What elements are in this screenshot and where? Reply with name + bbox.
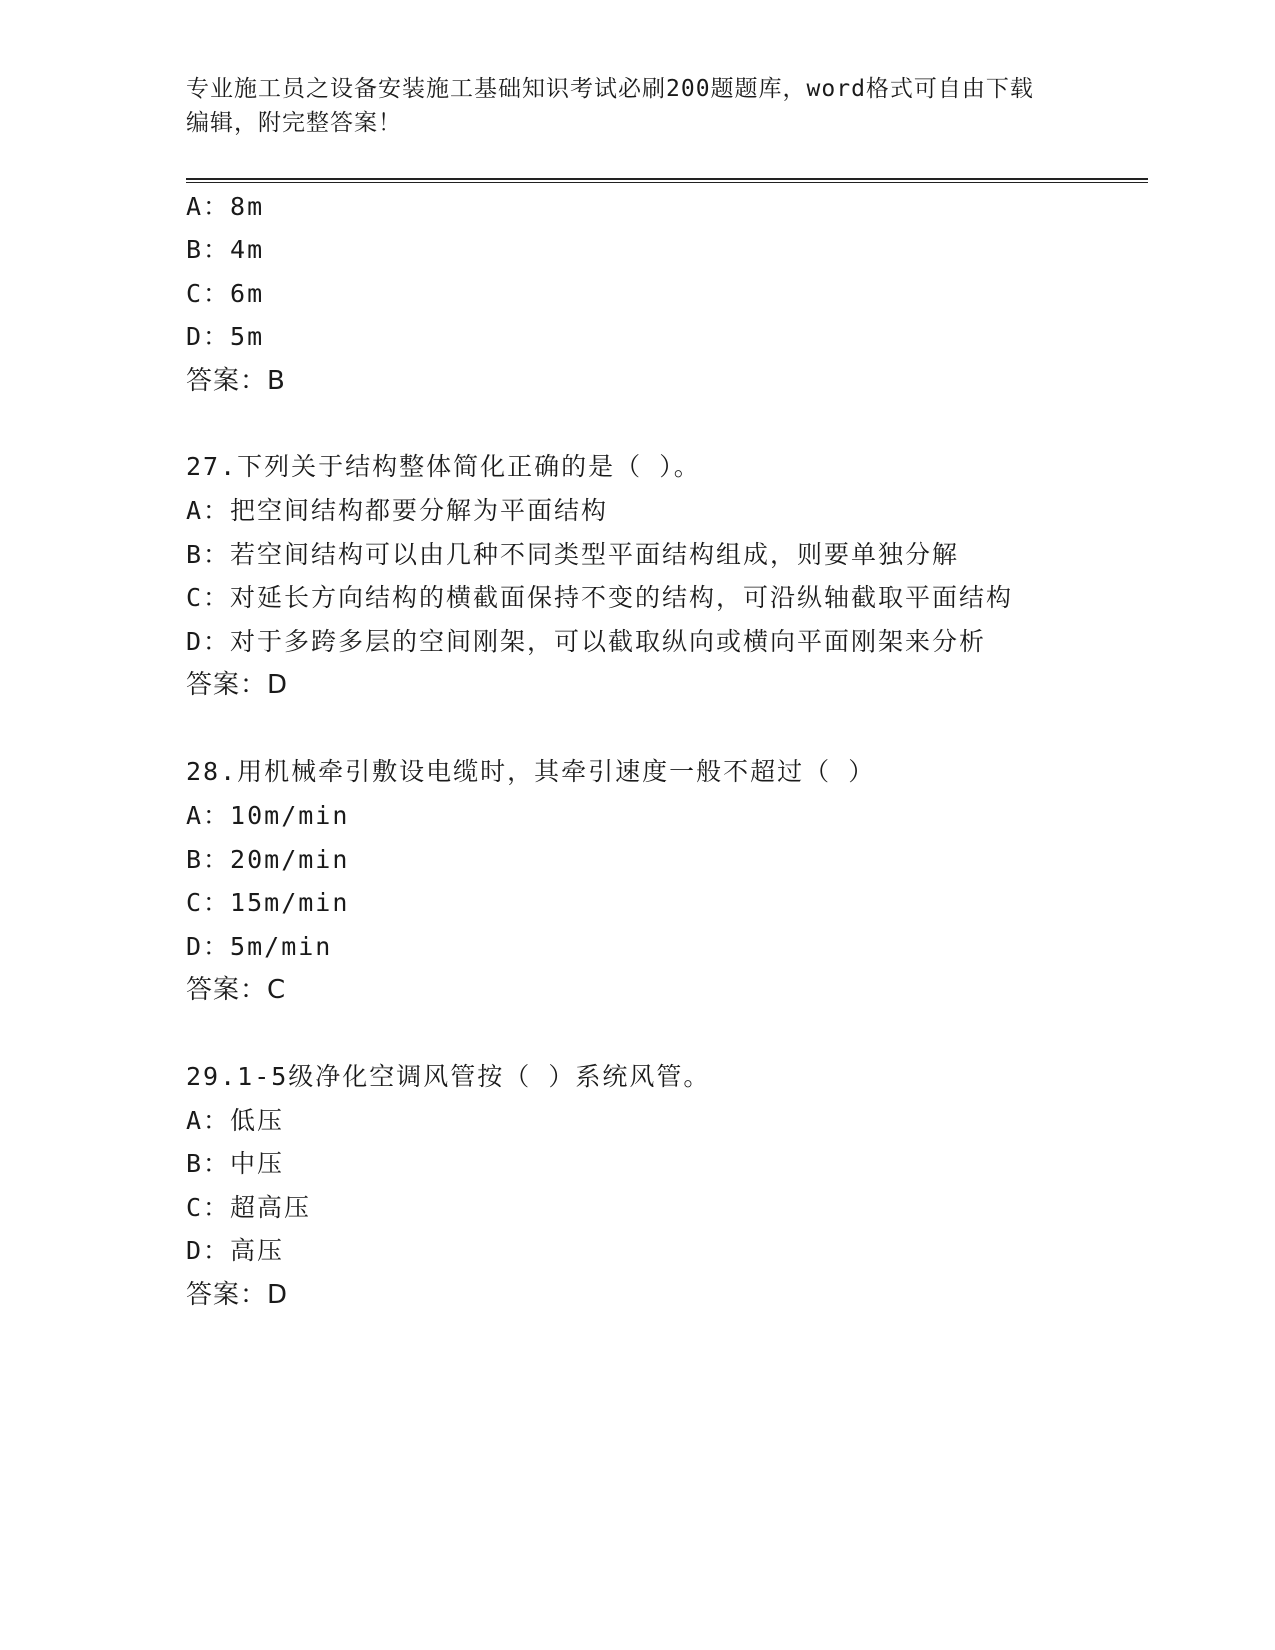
q28-option-b: B：20m/min [186,845,350,874]
q27-option-d: D：对于多跨多层的空间刚架，可以截取纵向或横向平面刚架来分析 [186,627,987,656]
q27-answer: 答案：D [186,670,289,700]
q27-option-c: C：对延长方向结构的横截面保持不变的结构，可沿纵轴截取平面结构 [186,583,1014,612]
q29-option-d: D：高压 [186,1236,285,1265]
q26-option-a: A：8m [186,192,265,221]
q26-option-b: B：4m [186,235,265,264]
q27-option-a: A：把空间结构都要分解为平面结构 [186,496,609,525]
q27-option-b: B：若空间结构可以由几种不同类型平面结构组成，则要单独分解 [186,540,960,569]
q28-option-a: A：10m/min [186,801,350,830]
q28-answer: 答案：C [186,975,287,1005]
q29-option-a: A：低压 [186,1106,285,1135]
header-divider [186,178,1148,183]
q27-question: 27.下列关于结构整体简化正确的是（ ）。 [186,452,701,481]
q29-answer: 答案：D [186,1280,289,1310]
q26-answer: 答案：B [186,366,286,396]
document-header [186,72,1086,140]
header-title-line-2: 编辑，附完整答案！ [186,110,402,136]
q29-question: 29.1-5级净化空调风管按（ ）系统风管。 [186,1062,711,1091]
q29-option-c: C：超高压 [186,1193,312,1222]
q26-option-d: D：5m [186,322,265,351]
q26-option-c: C：6m [186,279,265,308]
q29-option-b: B：中压 [186,1149,285,1178]
header-title-line-1: 专业施工员之设备安装施工基础知识考试必刷200题题库，word格式可自由下载 [186,76,1034,102]
q28-question: 28.用机械牵引敷设电缆时，其牵引速度一般不超过（ ） [186,757,876,786]
q28-option-c: C：15m/min [186,888,350,917]
q28-option-d: D：5m/min [186,932,333,961]
